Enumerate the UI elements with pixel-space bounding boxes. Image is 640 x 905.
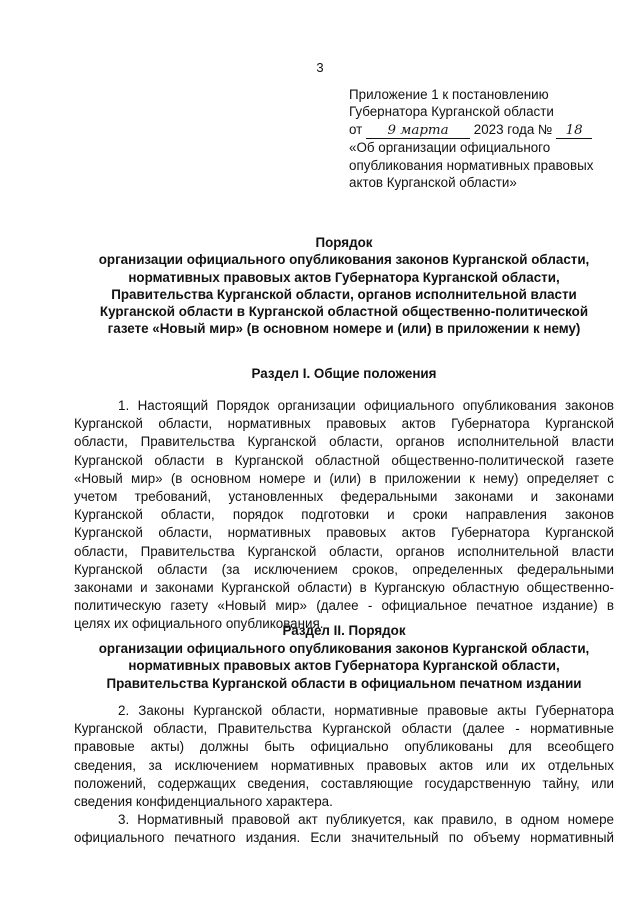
paragraph-line: области, Правительства Курганской области, органов исполнительной власти: [74, 543, 614, 559]
paragraph-3: [74, 811, 614, 847]
section-2-heading-line-1: Раздел II. Порядок: [282, 623, 406, 638]
title-line-2: организации официального опубликования законов Курганской области,: [98, 252, 590, 268]
paragraph-line: правовые акты) должны быть официально опубликованы для всеобщего: [74, 739, 614, 755]
appendix-from-label: от: [349, 121, 363, 137]
paragraph-line: 3. Нормативный правовой акт публикуется, как правило, в одном номере: [118, 812, 614, 827]
paragraph-line: Курганской области, нормативных правовых актов Губернатора Курганской: [74, 525, 614, 541]
paragraph-line: Курганской области, Правительства Курганской области (далее - нормативные: [74, 721, 614, 737]
paragraph-line: Курганской области (за исключением сроков, определенных федеральными: [74, 561, 614, 577]
section-1-heading: [74, 365, 614, 382]
handwritten-date: 9 марта: [366, 124, 470, 140]
appendix-year-label: 2023 года №: [473, 121, 553, 137]
paragraph-line: 1. Настоящий Порядок организации официального опубликования законов: [118, 398, 614, 413]
paragraph-line: официального печатного издания. Если значительный по объему нормативный: [74, 830, 614, 846]
paragraph-line: законами и законами Курганской области) в Курганскую областную общественно-: [74, 579, 614, 595]
appendix-line-2: Губернатора Курганской области: [349, 104, 554, 120]
section-2-heading-line-4: Правительства Курганской области в официальном печатном издании: [106, 676, 582, 692]
appendix-line-1: Приложение 1 к постановлению: [349, 87, 549, 102]
appendix-line-5: опубликования нормативных правовых: [349, 157, 594, 173]
paragraph-line: Курганской области, порядок подготовки и сроки направления законов: [74, 507, 614, 523]
paragraph-line: учетом требований, установленных федеральными законами и законами: [74, 488, 614, 504]
paragraph-line: положений, содержащих сведения, составляющие государственную тайну, или: [74, 775, 614, 791]
paragraph-line: Курганской области, нормативных правовых актов Губернатора Курганской: [74, 416, 614, 432]
section-2-heading: [74, 622, 614, 693]
appendix-line-6: актов Курганской области»: [349, 174, 517, 190]
appendix-line-4: «Об организации официального: [349, 140, 551, 156]
handwritten-number: 18: [556, 124, 592, 140]
section-2-heading-line-2: организации официального опубликования законов Курганской области,: [98, 640, 590, 656]
title-line-3: нормативных правовых актов Губернатора Курганской области,: [128, 269, 560, 285]
paragraph-2: [74, 702, 614, 811]
title-line-6: газете «Новый мир» (в основном номере и (или) в приложении к нему): [107, 321, 581, 337]
paragraph-line: «Новый мир» (в основном номере и (или) в приложении к нему) определяет с: [74, 470, 614, 486]
title-line-5: Курганской области в Курганской областной общественно-политической: [99, 304, 589, 320]
paragraph-1: [74, 397, 614, 633]
paragraph-line: Курганской области в Курганской областной общественно-политической газете: [74, 452, 614, 468]
appendix-date-line: [349, 121, 619, 140]
page-number: 3: [316, 60, 324, 75]
title-line-4: Правительства Курганской области, органов исполнительной власти: [111, 286, 577, 302]
paragraph-line: сведения конфиденциального характера.: [74, 793, 333, 809]
document-title: [74, 234, 614, 338]
title-line-1: Порядок: [315, 235, 373, 250]
paragraph-line: целях их официального опубликования.: [74, 616, 324, 632]
section-1-heading-text: Раздел I. Общие положения: [251, 366, 437, 381]
paragraph-line: политическую газету «Новый мир» (далее - официальное печатное издание) в: [74, 598, 614, 614]
paragraph-line: 2. Законы Курганской области, нормативные правовые акты Губернатора: [118, 703, 614, 718]
paragraph-line: сведения, за исключением нормативных правовых актов или их отдельных: [74, 757, 614, 773]
appendix-block: [349, 86, 619, 191]
paragraph-line: области, Правительства Курганской области, органов исполнительной власти: [74, 434, 614, 450]
section-2-heading-line-3: нормативных правовых актов Губернатора Курганской области,: [128, 658, 560, 674]
